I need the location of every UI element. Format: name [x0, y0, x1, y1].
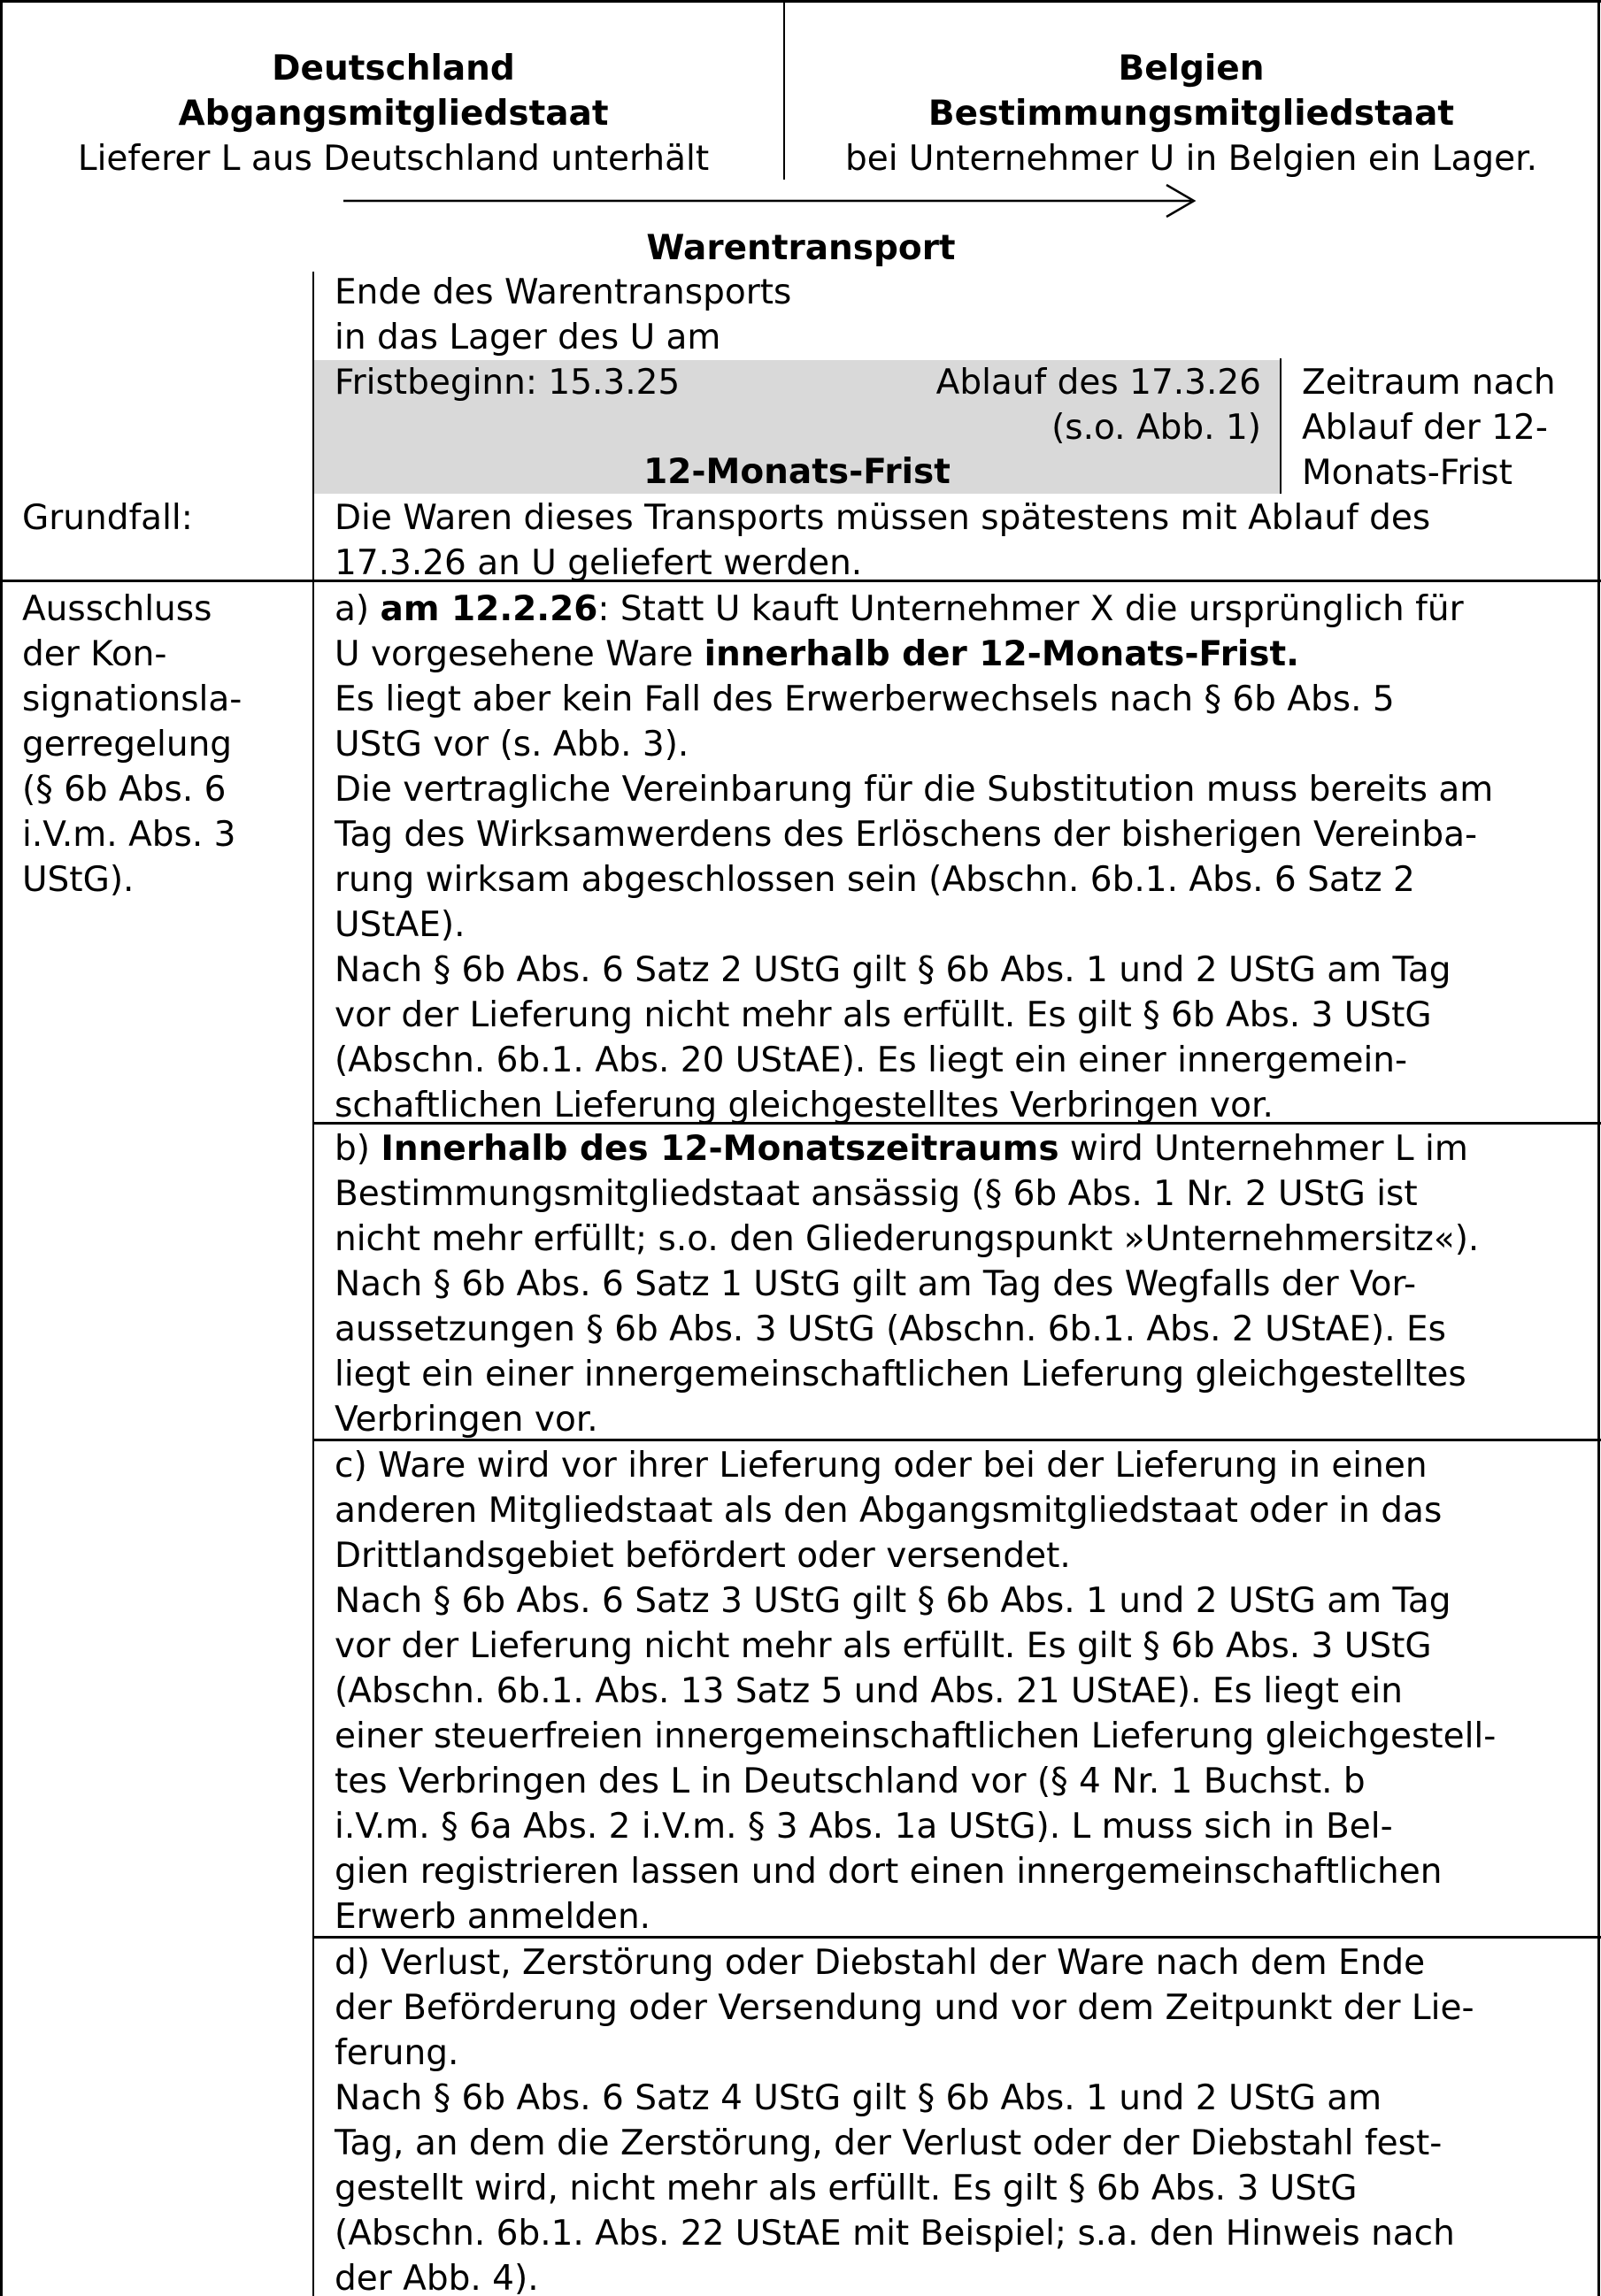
case-a-date: am 12.2.26 — [380, 589, 598, 629]
case-a-line: vor der Lieferung nicht mehr als erfüllt. Es gilt § 6b Abs. 3 UStG — [335, 995, 1432, 1035]
grundfall-label: Grundfall: — [22, 498, 193, 538]
case-b-line: liegt ein einer innergemeinschaftlichen Lieferung gleichgestelltes — [335, 1355, 1466, 1394]
case-b-rest: wird Unternehmer L im — [1058, 1129, 1468, 1169]
case-a-line: schaftlichen Lieferung gleichgestelltes Verbringen vor. — [335, 1086, 1274, 1125]
case-b-line: Nach § 6b Abs. 6 Satz 1 UStG gilt am Tag des Wegfalls der Vor- — [335, 1264, 1417, 1304]
header-right-block — [785, 46, 1597, 181]
case-d-line: ferung. — [335, 2033, 459, 2073]
case-c-line: Nach § 6b Abs. 6 Satz 3 UStG gilt § 6b Abs. 1 und 2 UStG am Tag — [335, 1581, 1451, 1621]
case-d-line: der Abb. 4). — [335, 2259, 539, 2296]
ausschluss-label-line: i.V.m. Abs. 3 — [22, 815, 236, 855]
case-a-line: Die vertragliche Vereinbarung für die Substitution muss bereits am — [335, 770, 1494, 810]
ausschluss-label-line: gerregelung — [22, 725, 233, 764]
header-left-text: Lieferer L aus Deutschland unterhält — [77, 139, 710, 179]
case-a-text — [335, 587, 1493, 1128]
case-c-text — [335, 1443, 1496, 1939]
header-country-germany: Deutschland — [272, 49, 515, 88]
case-a-line — [335, 632, 1493, 677]
case-c-line: vor der Lieferung nicht mehr als erfüllt. Es gilt § 6b Abs. 3 UStG — [335, 1626, 1432, 1666]
case-a-line: (Abschn. 6b.1. Abs. 20 UStAE). Es liegt ein einer innergemein- — [335, 1040, 1408, 1080]
case-c-line: i.V.m. § 6a Abs. 2 i.V.m. § 3 Abs. 1a UStG). L muss sich in Bel- — [335, 1807, 1393, 1847]
timeline-end-line1: Ende des Warentransports — [335, 273, 792, 312]
case-d-line: Nach § 6b Abs. 6 Satz 4 UStG gilt § 6b Abs. 1 und 2 UStG am — [335, 2078, 1382, 2118]
case-c-line: (Abschn. 6b.1. Abs. 13 Satz 5 und Abs. 21 UStAE). Es liegt ein — [335, 1671, 1403, 1711]
header-country-belgium: Belgien — [1118, 49, 1265, 88]
case-c-line: einer steuerfreien innergemeinschaftlichen Lieferung gleichgestell- — [335, 1716, 1497, 1756]
case-b-emphasis: Innerhalb des 12-Monatszeitraums — [381, 1129, 1059, 1169]
case-a-rest: : Statt U kauft Unternehmer X die ursprünglich für — [597, 589, 1464, 629]
timeline-end-line2: in das Lager des U am — [335, 318, 721, 357]
after-frist-line2: Ablauf der 12- — [1302, 408, 1548, 448]
case-c-line: Drittlandsgebiet befördert oder versendet. — [335, 1536, 1071, 1576]
frist-ablauf-line2: (s.o. Abb. 1) — [1051, 408, 1261, 448]
ausschluss-label-line: UStG). — [22, 860, 135, 900]
case-a-prefix2: U vorgesehene Ware — [335, 634, 704, 674]
case-a-line — [335, 587, 1493, 632]
case-c-line: tes Verbringen des L in Deutschland vor (§ 4 Nr. 1 Buchst. b — [335, 1762, 1366, 1801]
grundfall-line1: Die Waren dieses Transports müssen spätestens mit Ablauf des — [335, 498, 1431, 538]
border-right — [1597, 0, 1600, 2296]
frist-label: 12-Monats-Frist — [643, 452, 951, 492]
after-frist-line1: Zeitraum nach — [1302, 363, 1556, 403]
case-a-line: Nach § 6b Abs. 6 Satz 2 UStG gilt § 6b Abs. 1 und 2 UStG am Tag — [335, 950, 1451, 990]
header-role-abgang: Abgangsmitgliedstaat — [178, 94, 609, 134]
ausschluss-label-line: der Kon- — [22, 634, 167, 674]
case-a-line: rung wirksam abgeschlossen sein (Abschn. 6b.1. Abs. 6 Satz 2 — [335, 860, 1415, 900]
ausschluss-label — [22, 587, 242, 902]
case-d-line: (Abschn. 6b.1. Abs. 22 UStAE mit Beispiel; s.a. den Hinweis nach — [335, 2214, 1455, 2254]
ausschluss-label-line: signationsla- — [22, 680, 242, 719]
case-b-text — [335, 1126, 1479, 1442]
case-a-line: Tag des Wirksamwerdens des Erlöschens der bisherigen Vereinba- — [335, 815, 1478, 855]
case-a-line: UStG vor (s. Abb. 3). — [335, 725, 689, 764]
case-b-line: Bestimmungsmitgliedstaat ansässig (§ 6b Abs. 1 Nr. 2 UStG ist — [335, 1174, 1418, 1214]
frist-begin-label: Fristbeginn: 15.3.25 — [335, 363, 681, 403]
case-b-line: Verbringen vor. — [335, 1400, 598, 1440]
case-b-line: aussetzungen § 6b Abs. 3 UStG (Abschn. 6b.1. Abs. 2 UStAE). Es — [335, 1309, 1446, 1349]
case-a-line: UStAE). — [335, 905, 466, 945]
case-a-emphasis: innerhalb der 12-Monats-Frist. — [704, 634, 1299, 674]
case-a-prefix: a) — [335, 589, 381, 629]
header-left-block — [4, 46, 783, 181]
transport-label: Warentransport — [646, 228, 956, 268]
ausschluss-label-line: (§ 6b Abs. 6 — [22, 770, 227, 810]
case-c-line: anderen Mitgliedstaat als den Abgangsmitgliedstaat oder in das — [335, 1491, 1443, 1531]
header-right-text: bei Unternehmer U in Belgien ein Lager. — [844, 139, 1538, 179]
ausschluss-label-line: Ausschluss — [22, 589, 212, 629]
case-b-line: nicht mehr erfüllt; s.o. den Gliederungspunkt »Unternehmersitz«). — [335, 1219, 1480, 1259]
grundfall-line2: 17.3.26 an U geliefert werden. — [335, 543, 863, 583]
after-frist-line3: Monats-Frist — [1302, 453, 1512, 493]
frist-ablauf-line1: Ablauf des 17.3.26 — [935, 363, 1261, 403]
case-d-text — [335, 1940, 1474, 2296]
border-left — [0, 0, 3, 2296]
case-d-line: d) Verlust, Zerstörung oder Diebstahl der Ware nach dem Ende — [335, 1943, 1426, 1983]
case-d-line: Tag, an dem die Zerstörung, der Verlust oder der Diebstahl fest- — [335, 2123, 1443, 2163]
case-d-line: der Beförderung oder Versendung und vor dem Zeitpunkt der Lie- — [335, 1988, 1474, 2028]
case-b-line — [335, 1126, 1479, 1171]
header-role-bestimmung: Bestimmungsmitgliedstaat — [928, 94, 1455, 134]
case-d-line: gestellt wird, nicht mehr als erfüllt. Es gilt § 6b Abs. 3 UStG — [335, 2169, 1358, 2208]
case-c-line: Erwerb anmelden. — [335, 1897, 651, 1937]
case-c-line: c) Ware wird vor ihrer Lieferung oder bei der Lieferung in einen — [335, 1446, 1428, 1486]
border-top — [0, 0, 1601, 3]
case-b-prefix: b) — [335, 1129, 381, 1169]
case-a-line: Es liegt aber kein Fall des Erwerberwechsels nach § 6b Abs. 5 — [335, 680, 1395, 719]
frist-end-line — [1280, 358, 1282, 494]
case-c-line: gien registrieren lassen und dort einen innergemeinschaftlichen — [335, 1852, 1443, 1892]
label-column-line — [312, 580, 314, 2296]
